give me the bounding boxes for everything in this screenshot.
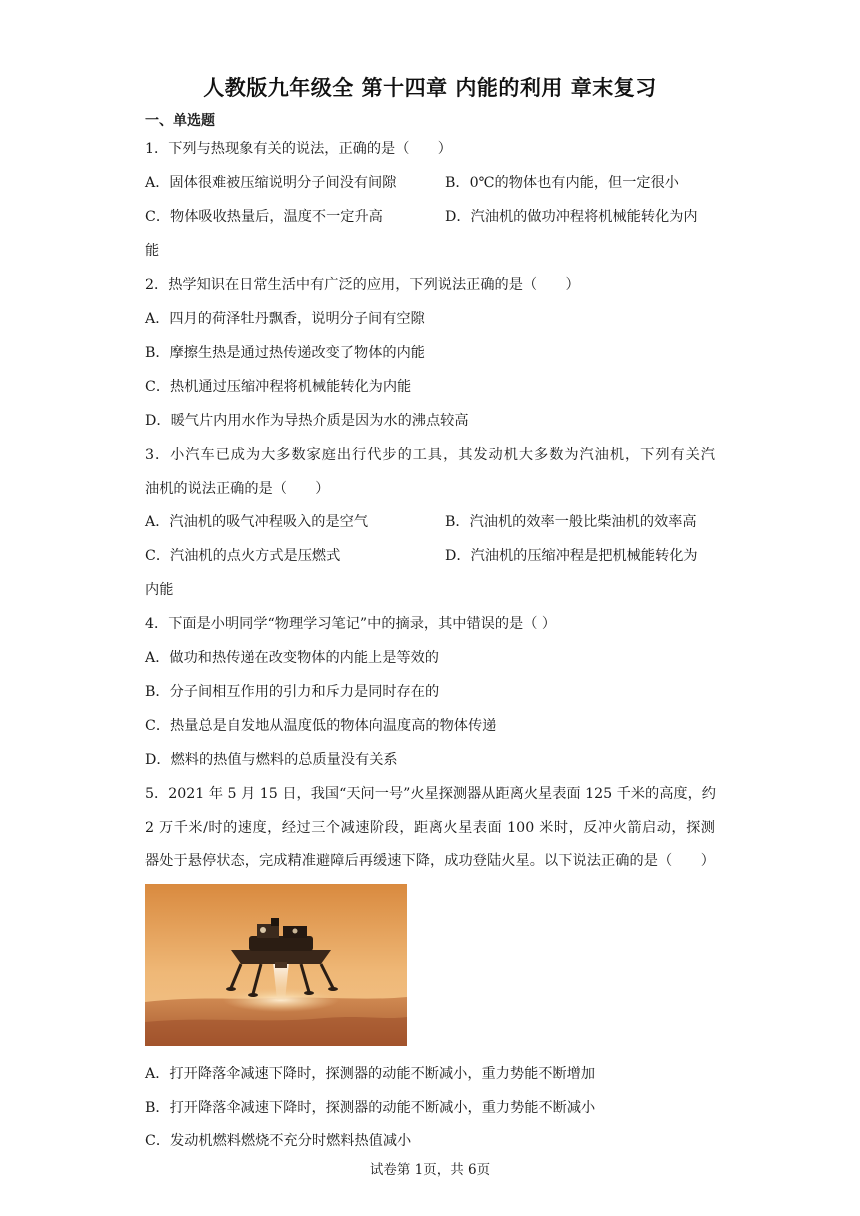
q3-option-b: B．汽油机的效率一般比柴油机的效率高 xyxy=(445,514,697,530)
q2-option-d: D．暖气片内用水作为导热介质是因为水的沸点较高 xyxy=(145,413,469,429)
q4-option-c: C．热量总是自发地从温度低的物体向温度高的物体传递 xyxy=(145,718,497,734)
q5-option-a: A．打开降落伞减速下降时，探测器的动能不断减小，重力势能不断增加 xyxy=(145,1066,596,1082)
q5-stem-line3: 器处于悬停状态，完成精准避障后再缓速下降，成功登陆火星。以下说法正确的是（ ） xyxy=(145,853,715,869)
q5-stem-line2: 2 万千米/时的速度，经过三个减速阶段，距离火星表面 100 米时，反冲火箭启动，探测 xyxy=(145,820,715,836)
q5-option-c: C．发动机燃料燃烧不充分时燃料热值减小 xyxy=(145,1133,412,1149)
q3-stem-line1: 3．小汽车已成为大多数家庭出行代步的工具，其发动机大多数为汽油机，下列有关汽 xyxy=(145,447,715,463)
q2-stem: 2．热学知识在日常生活中有广泛的应用，下列说法正确的是（ ） xyxy=(145,277,580,293)
q1-option-c: C．物体吸收热量后，温度不一定升高 xyxy=(145,209,383,225)
q2-option-c: C．热机通过压缩冲程将机械能转化为内能 xyxy=(145,379,412,395)
mars-lander-illustration xyxy=(145,884,407,1046)
q3-stem-line2: 油机的说法正确的是（ ） xyxy=(145,481,330,497)
q1-option-a: A．固体很难被压缩说明分子间没有间隙 xyxy=(145,175,397,191)
q4-option-d: D．燃料的热值与燃料的总质量没有关系 xyxy=(145,752,398,768)
q1-option-b: B．0℃的物体也有内能，但一定很小 xyxy=(445,175,679,191)
q1-stem: 1．下列与热现象有关的说法，正确的是（ ） xyxy=(145,141,452,157)
q4-option-b: B．分子间相互作用的引力和斥力是同时存在的 xyxy=(145,684,440,700)
q3-option-a: A．汽油机的吸气冲程吸入的是空气 xyxy=(145,514,369,530)
q2-option-b: B．摩擦生热是通过热传递改变了物体的内能 xyxy=(145,345,425,361)
q4-option-a: A．做功和热传递在改变物体的内能上是等效的 xyxy=(145,650,439,666)
q3-option-d-cont: 内能 xyxy=(145,582,174,598)
page-footer: 试卷第 1页，共 6页 xyxy=(369,1162,491,1178)
q3-option-d: D．汽油机的压缩冲程是把机械能转化为 xyxy=(445,548,698,564)
page-title: 人教版九年级全 第十四章 内能的利用 章末复习 xyxy=(203,76,657,100)
q4-stem: 4．下面是小明同学“物理学习笔记”中的摘录，其中错误的是（ ） xyxy=(145,616,557,632)
section-heading: 一、单选题 xyxy=(145,113,215,129)
mars-lander-image xyxy=(145,884,407,1046)
q1-option-d: D．汽油机的做功冲程将机械能转化为内 xyxy=(445,209,698,225)
q2-option-a: A．四月的荷泽牡丹飘香，说明分子间有空隙 xyxy=(145,311,425,327)
q1-option-d-cont: 能 xyxy=(145,243,160,259)
q5-option-b: B．打开降落伞减速下降时，探测器的动能不断减小，重力势能不断减小 xyxy=(145,1100,596,1116)
q5-stem-line1: 5．2021 年 5 月 15 日，我国“天问一号”火星探测器从距离火星表面 125 千米的高度，约 xyxy=(145,786,716,802)
q3-option-c: C．汽油机的点火方式是压燃式 xyxy=(145,548,341,564)
